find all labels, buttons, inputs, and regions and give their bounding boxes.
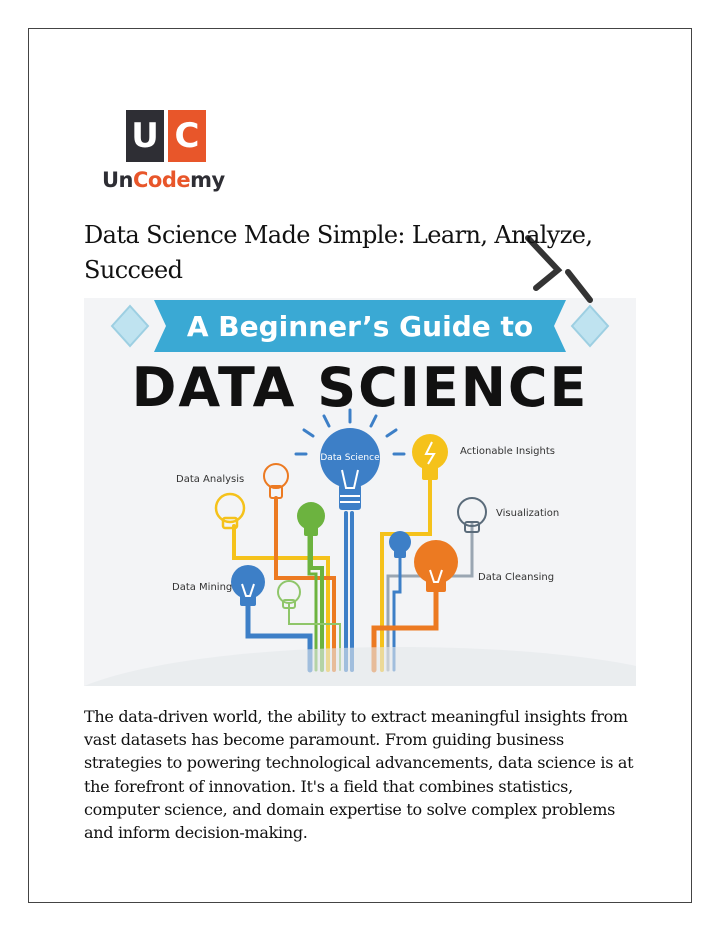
label-visualization: Visualization (496, 508, 560, 519)
label-data-mining: Data Mining (172, 582, 233, 593)
banner-text: A Beginner’s Guide to (186, 310, 534, 343)
logo-wordmark (102, 168, 225, 192)
green-bulb-icon (297, 502, 325, 536)
label-data-science: Data Science (320, 453, 380, 463)
body-paragraph: The data-driven world, the ability to extract meaningful insights from vast datasets has become paramount. From guiding business strategies to powering technological advancements, data science is at the forefront of innovation. It's a field that combines statistics, computer science, and domain expertise to solve complex problems and inform decision-making. (84, 707, 634, 843)
label-data-cleansing: Data Cleansing (478, 572, 555, 583)
data-analysis-bulb-icon (216, 494, 244, 528)
logo-word-1: Un (102, 168, 134, 192)
analysis-outline-bulb-icon (264, 464, 288, 498)
data-mining-bulb-icon (231, 565, 265, 606)
small-blue-bulb-icon (389, 531, 411, 558)
actionable-insights-bulb-icon (412, 434, 448, 480)
data-cleansing-bulb-icon (414, 540, 458, 592)
light-green-bulb-icon (278, 581, 300, 608)
hero-image (84, 298, 636, 686)
data-science-bulb-icon (320, 428, 380, 510)
logo-u: U (126, 110, 164, 162)
logo-word-2: Code (133, 168, 191, 192)
label-actionable-insights: Actionable Insights (460, 446, 555, 457)
page-title: Data Science Made Simple: Learn, Analyze, Succeed (84, 221, 593, 284)
label-data-analysis: Data Analysis (176, 474, 245, 485)
logo-word-3: my (190, 168, 225, 192)
logo-mark (126, 110, 206, 164)
uncodemy-logo (102, 110, 234, 198)
visualization-bulb-icon (458, 498, 486, 532)
logo-c: C (168, 110, 206, 162)
hero-heading: DATA SCIENCE (131, 356, 589, 419)
